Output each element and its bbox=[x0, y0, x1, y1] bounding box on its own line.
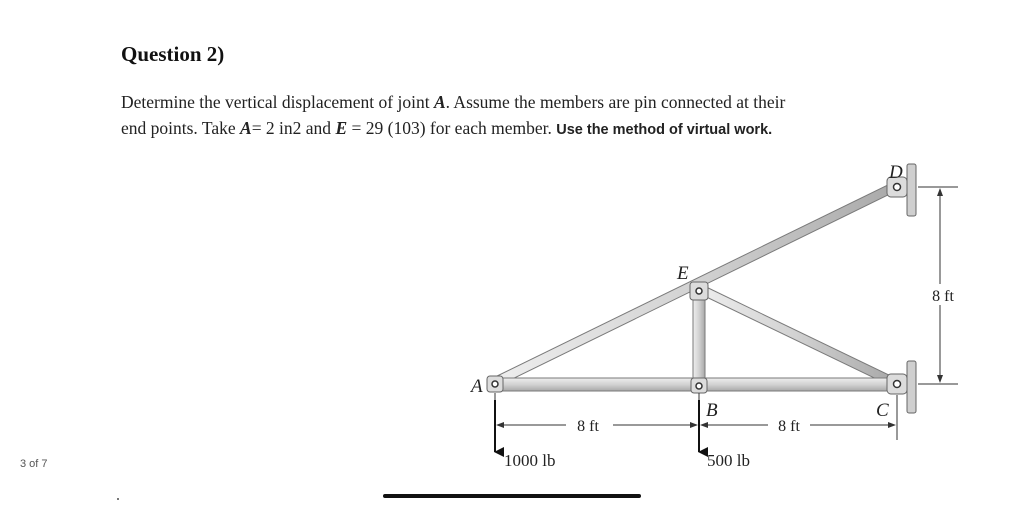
variable-A: A bbox=[240, 118, 252, 138]
joint-D-pin bbox=[894, 184, 901, 191]
question-title: Question 2) bbox=[121, 42, 225, 66]
dimension-BC-label: 8 ft bbox=[778, 418, 800, 435]
joint-B-label: B bbox=[706, 400, 718, 421]
text-segment: = 29 (103) for each member. bbox=[347, 118, 557, 138]
joint-C-label: C bbox=[876, 400, 889, 421]
joint-E-label: E bbox=[677, 263, 689, 284]
text-segment: = 2 in2 and bbox=[251, 118, 336, 138]
joint-C-pin bbox=[894, 381, 901, 388]
text-segment: . Assume the members are pin connected at their bbox=[445, 92, 786, 112]
dimension-CD bbox=[918, 187, 958, 384]
page-indicator: 3 of 7 bbox=[20, 458, 48, 470]
joint-D-label: D bbox=[889, 162, 903, 183]
variable-A: A bbox=[433, 92, 446, 112]
dimension-AB-label: 8 ft bbox=[577, 418, 599, 435]
support-C-wall bbox=[907, 361, 916, 413]
joint-B-pin bbox=[696, 383, 702, 389]
load-A-label: 1000 lb bbox=[504, 451, 556, 470]
text-segment: end points. Take bbox=[121, 118, 240, 138]
supports bbox=[907, 164, 916, 413]
load-B-label: 500 lb bbox=[707, 451, 750, 470]
text-segment: Determine the vertical displacement of joint bbox=[121, 92, 434, 112]
joint-E-pin bbox=[696, 288, 702, 294]
dimension-CD-label: 8 ft bbox=[932, 288, 954, 305]
stray-mark bbox=[117, 498, 119, 500]
joint-A-label: A bbox=[471, 376, 483, 397]
support-D-wall bbox=[907, 164, 916, 216]
joint-A-pin bbox=[492, 381, 498, 387]
member-EB bbox=[693, 288, 705, 388]
dimension-AB-BC bbox=[495, 393, 897, 440]
variable-E: E bbox=[335, 118, 348, 138]
member-EC bbox=[696, 284, 895, 386]
home-indicator-bar[interactable] bbox=[383, 494, 641, 498]
method-instruction: Use the method of virtual work. bbox=[556, 122, 773, 138]
